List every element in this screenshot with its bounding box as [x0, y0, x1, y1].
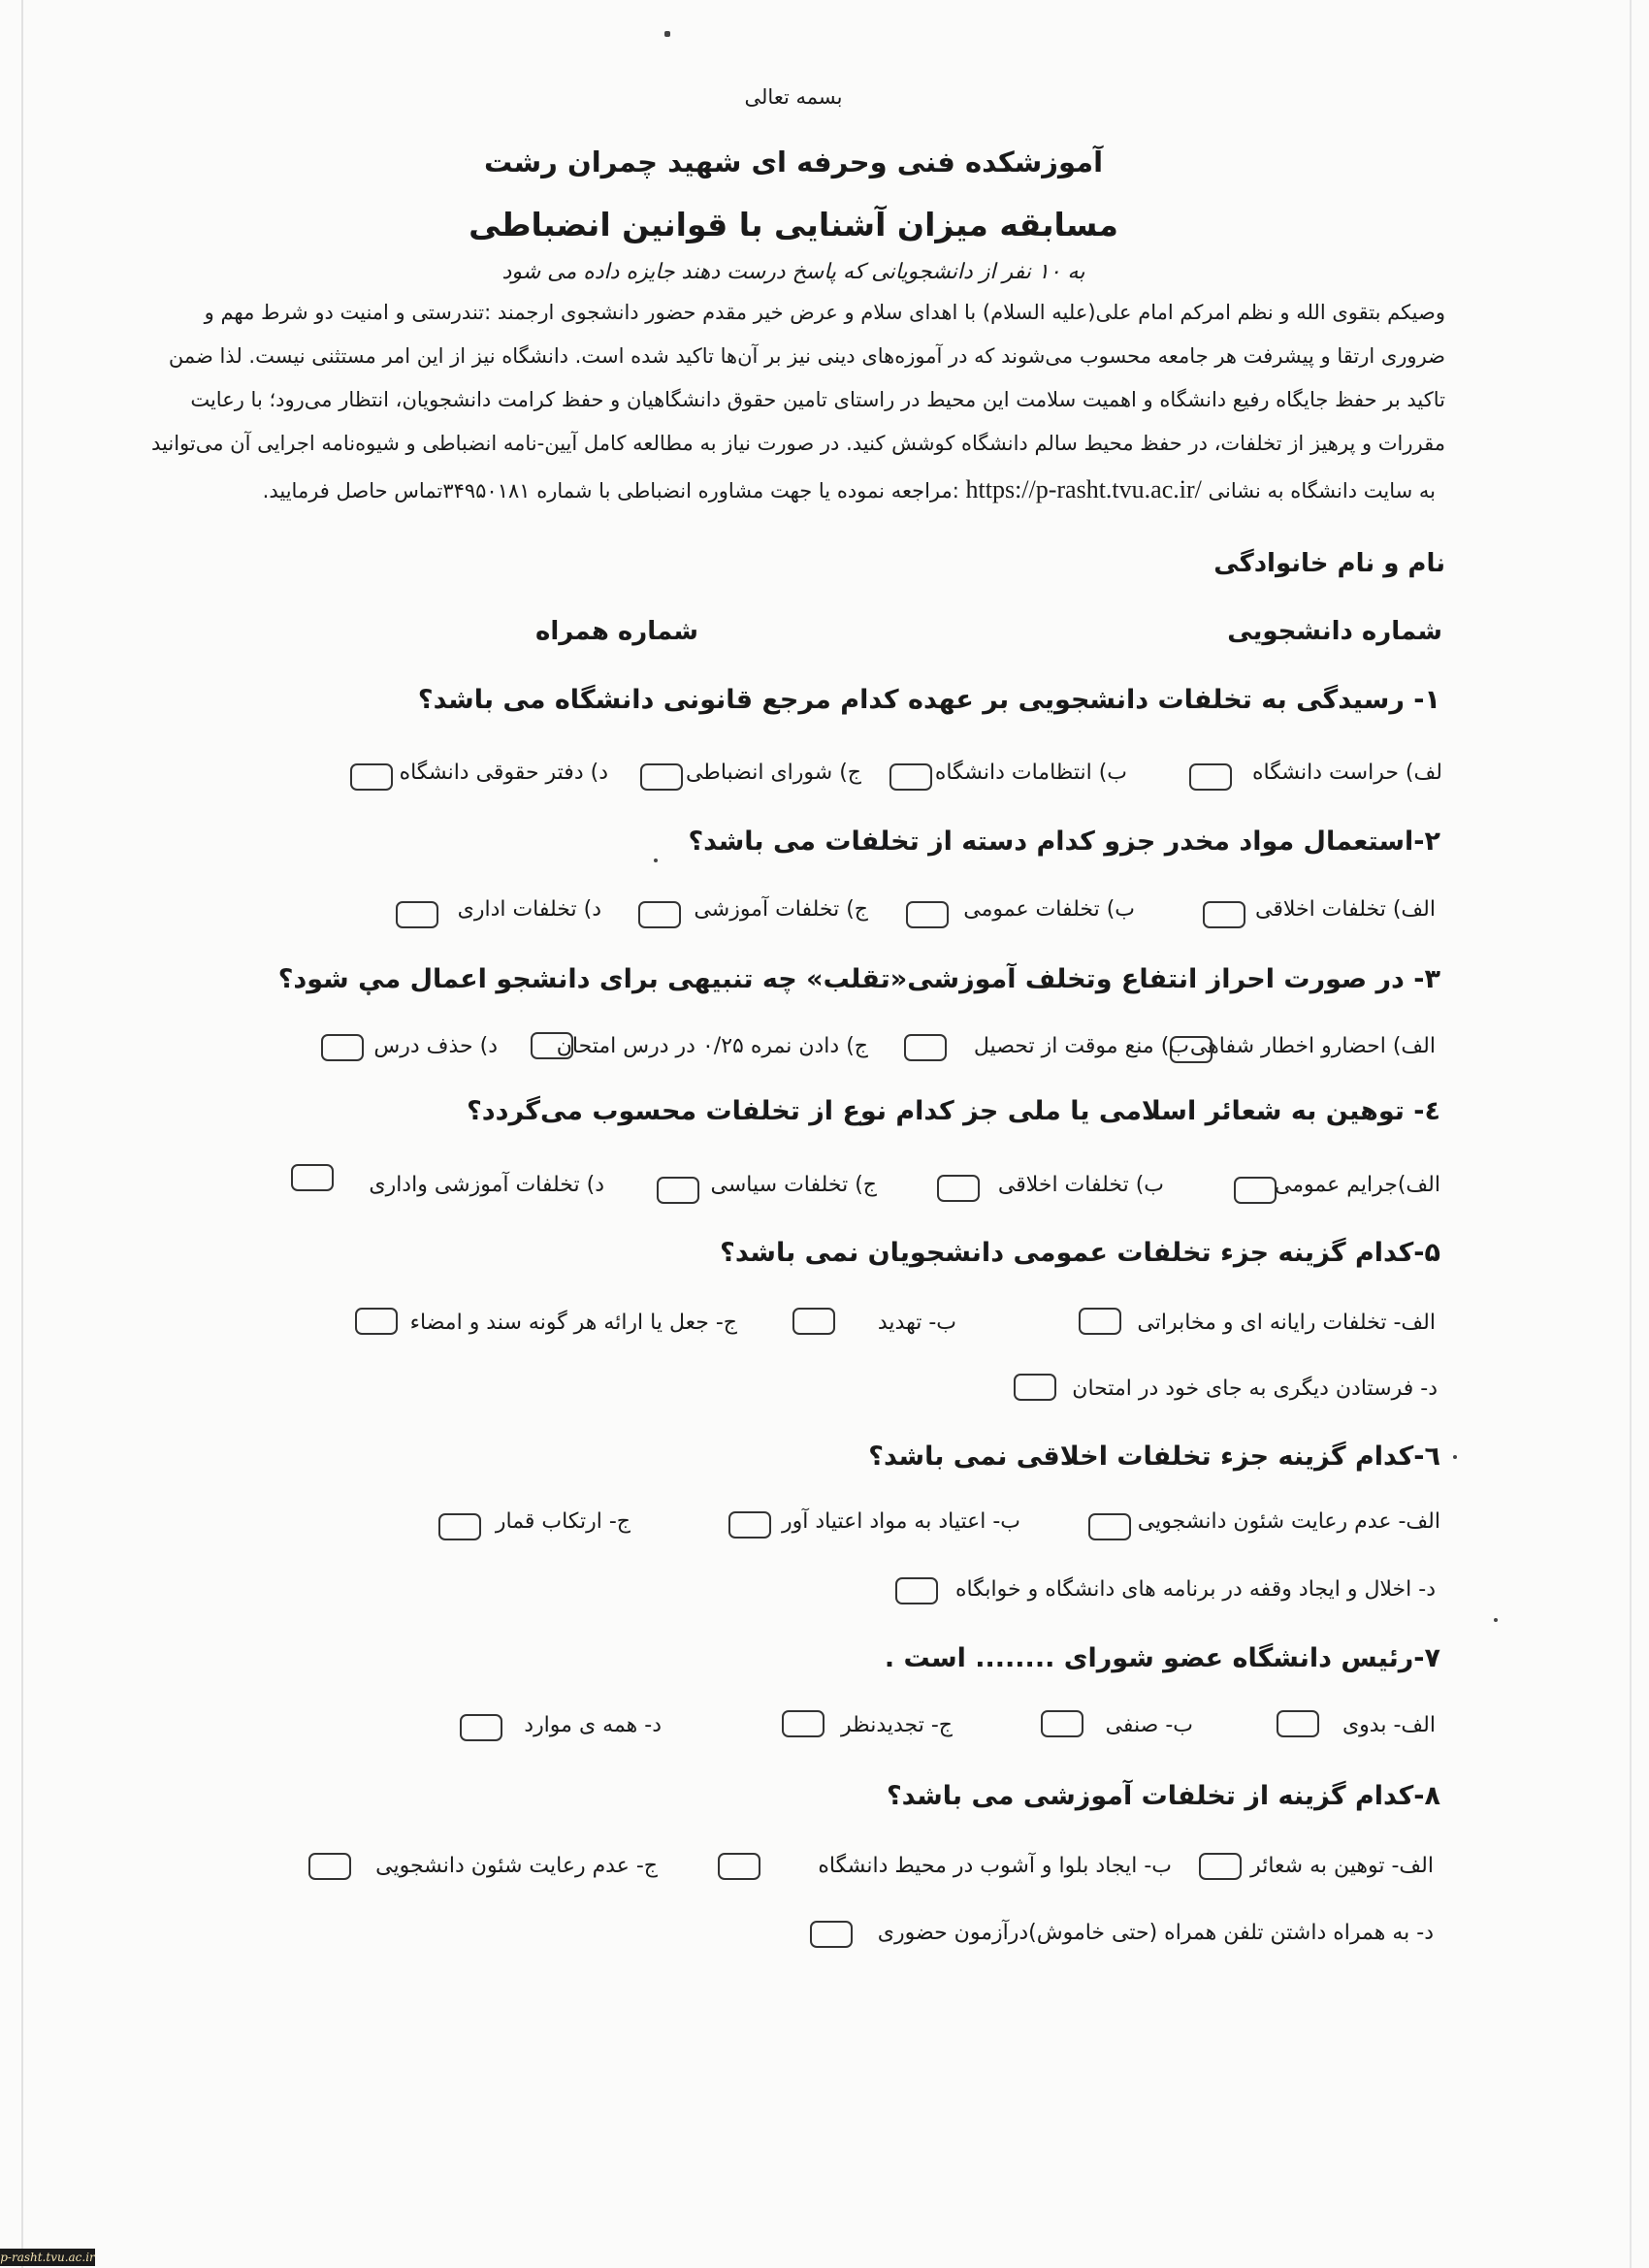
q4-option-c-checkbox[interactable] — [657, 1177, 699, 1204]
q5-option-a: الف- تخلفات رایانه ای و مخابراتی — [1137, 1311, 1436, 1335]
q3-option-a: الف) احضارو اخطار شفاهی — [1189, 1034, 1436, 1058]
q7-option-d: د- همه ی موارد — [524, 1713, 662, 1737]
q2-option-d: د) تخلفات اداری — [457, 897, 601, 922]
q8-option-a: الف- توهین به شعائر — [1250, 1854, 1434, 1878]
q3-option-d: د) حذف درس — [373, 1034, 498, 1058]
q1-option-b: ب) انتظامات دانشگاه — [934, 761, 1127, 785]
q7-option-a: الف- بدوی — [1342, 1713, 1436, 1737]
q1-option-a: لف) حراست دانشگاه — [1252, 761, 1442, 785]
q4-option-b: ب) تخلفات اخلاقی — [997, 1173, 1164, 1197]
prize-note: به ۱۰ نفر از دانشجویانی که پاسخ درست دهند جایزه داده می شود — [501, 260, 1085, 284]
q2-option-d-checkbox[interactable] — [396, 901, 438, 928]
question-3: ۳- در صورت احراز انتفاع وتخلف آموزشی«تقلب» چه تنبیهی برای دانشجو اعمال می شود؟ — [277, 964, 1440, 994]
q7-option-b: ب- صنفی — [1105, 1713, 1193, 1737]
q1-option-d-checkbox[interactable] — [350, 763, 393, 791]
q5-option-b: ب- تهدید — [877, 1311, 956, 1335]
q1-option-b-checkbox[interactable] — [889, 763, 932, 791]
intro-line-5 — [263, 475, 1436, 504]
q7-option-c: ج- تجدیدنظر — [841, 1713, 953, 1737]
scan-speck — [1453, 1455, 1457, 1459]
q6-option-b: ب- اعتیاد به مواد اعتیاد آور — [782, 1509, 1020, 1534]
student-number-label: شماره دانشجویی — [1227, 617, 1442, 646]
q3-option-b: ب) منع موقت از تحصیل — [973, 1034, 1189, 1058]
q4-option-d: د) تخلفات آموزشی واداری — [369, 1173, 604, 1197]
basmala: بسمه تعالی — [744, 85, 843, 109]
q4-option-d-checkbox[interactable] — [291, 1164, 334, 1191]
q2-option-c: ج) تخلفات آموزشی — [694, 897, 868, 922]
q7-option-c-checkbox[interactable] — [782, 1710, 824, 1737]
q5-option-a-checkbox[interactable] — [1079, 1308, 1121, 1335]
q2-option-b-checkbox[interactable] — [906, 901, 949, 928]
q2-option-b: ب) تخلفات عمومی — [963, 897, 1135, 922]
q3-option-c: ج) دادن نمره ۰/۲۵ در درس امتحان — [556, 1034, 868, 1058]
question-8: ۸-کدام گزینه از تخلفات آموزشی می باشد؟ — [886, 1781, 1440, 1811]
intro-line-5-after: :مراجعه نموده یا جهت مشاوره انضباطی با شماره ۳۴۹۵۰۱۸۱تماس حاصل فرمایید. — [262, 479, 959, 502]
q3-option-b-checkbox[interactable] — [904, 1034, 947, 1061]
mobile-number-label: شماره همراه — [534, 617, 698, 646]
q5-option-b-checkbox[interactable] — [792, 1308, 835, 1335]
q1-option-a-checkbox[interactable] — [1189, 763, 1232, 791]
q5-option-d-checkbox[interactable] — [1014, 1374, 1056, 1401]
q7-option-d-checkbox[interactable] — [460, 1714, 502, 1741]
question-6: ٦-کدام گزینه جزء تخلفات اخلاقی نمی باشد؟ — [868, 1442, 1440, 1472]
q8-option-b: ب- ایجاد بلوا و آشوب در محیط دانشگاه — [818, 1854, 1172, 1878]
q8-option-b-checkbox[interactable] — [718, 1853, 760, 1880]
q8-option-a-checkbox[interactable] — [1199, 1853, 1242, 1880]
intro-line-4: مقررات و پرهیز از تخلفات، در حفظ محیط سالم دانشگاه کوشش کنید. در صورت نیاز به مطالعه کامل آیین-نامه انضباطی و شیوه‌نامه اجرایی آن می‌توانید — [151, 432, 1445, 455]
q8-option-c: ج- عدم رعایت شئون دانشجویی — [375, 1854, 658, 1878]
q5-option-c: ج- جعل یا ارائه هر گونه سند و امضاء — [409, 1311, 737, 1335]
q4-option-b-checkbox[interactable] — [937, 1175, 980, 1202]
intro-line-2: ضروری ارتقا و پیشرفت هر جامعه محسوب می‌شوند که در آموزه‌های دینی نیز بر آن‌ها تاکید شده است. دانشگاه نیز از این امر مستثنی نیست. لذا ضمن — [168, 344, 1445, 368]
question-7: ۷-رئیس دانشگاه عضو شورای ........ است . — [884, 1643, 1440, 1673]
q6-option-a: الف- عدم رعایت شئون دانشجویی — [1137, 1509, 1440, 1534]
scan-edge-left — [21, 0, 23, 2268]
q8-option-d: د- به همراه داشتن تلفن همراه (حتی خاموش)درآزمون حضوری — [877, 1921, 1434, 1945]
contest-title: مسابقه میزان آشنایی با قوانین انضباطی — [469, 206, 1118, 243]
q3-option-c-checkbox[interactable] — [531, 1032, 573, 1059]
q4-option-c: ج) تخلفات سیاسی — [710, 1173, 877, 1197]
q2-option-c-checkbox[interactable] — [638, 901, 681, 928]
q6-option-d-checkbox[interactable] — [895, 1577, 938, 1604]
question-1: ۱- رسیدگی به تخلفات دانشجویی بر عهده کدام مرجع قانونی دانشگاه می باشد؟ — [417, 685, 1440, 715]
q1-option-c-checkbox[interactable] — [640, 763, 683, 791]
scan-speck — [664, 31, 670, 37]
q8-option-c-checkbox[interactable] — [308, 1853, 351, 1880]
q5-option-c-checkbox[interactable] — [355, 1308, 398, 1335]
question-2: ۲-استعمال مواد مخدر جزو کدام دسته از تخلفات می باشد؟ — [688, 826, 1440, 857]
school-name: آموزشکده فنی وحرفه ای شهید چمران رشت — [483, 146, 1104, 178]
name-field-label: نام و نام خانوادگی — [1213, 549, 1445, 578]
intro-line-5-before: به سایت دانشگاه به نشانی — [1208, 479, 1436, 502]
q6-option-b-checkbox[interactable] — [728, 1511, 771, 1539]
website-link[interactable]: https://p-rasht.tvu.ac.ir/ — [965, 475, 1202, 503]
q7-option-b-checkbox[interactable] — [1041, 1710, 1083, 1737]
intro-line-1: وصیکم بتقوی الله و نظم امرکم امام علی(علیه السلام) با اهدای سلام و عرض خیر مقدم حضور دانشجوی ارجمند :تندرستی و امنیت دو شرط مهم و — [204, 301, 1445, 324]
q2-option-a-checkbox[interactable] — [1203, 901, 1245, 928]
q4-option-a: الف)جرایم عمومی — [1274, 1173, 1440, 1197]
scan-edge-right — [1630, 0, 1632, 2268]
scan-speck — [654, 859, 658, 862]
q7-option-a-checkbox[interactable] — [1277, 1710, 1319, 1737]
q8-option-d-checkbox[interactable] — [810, 1921, 853, 1948]
q6-option-c-checkbox[interactable] — [438, 1513, 481, 1540]
intro-line-3: تاکید بر حفظ جایگاه رفیع دانشگاه و اهمیت سلامت این محیط در راستای تامین حقوق دانشگاهیان و حفظ کرامت دانشجویان، انتظار می‌رود؛ با رعایت — [190, 388, 1445, 411]
q2-option-a: الف) تخلفات اخلاقی — [1254, 897, 1436, 922]
q5-option-d: د- فرستادن دیگری به جای خود در امتحان — [1072, 1377, 1438, 1401]
q6-option-a-checkbox[interactable] — [1088, 1513, 1131, 1540]
q6-option-d: د- اخلال و ایجاد وقفه در برنامه های دانشگاه و خوابگاه — [955, 1577, 1436, 1602]
q3-option-d-checkbox[interactable] — [321, 1034, 364, 1061]
q4-option-a-checkbox[interactable] — [1234, 1177, 1277, 1204]
site-stamp: p-rasht.tvu.ac.ir — [0, 2251, 95, 2264]
scan-speck — [1494, 1618, 1498, 1622]
q1-option-c: ج) شورای انضباطی — [685, 761, 861, 785]
question-4: ٤- توهین به شعائر اسلامی یا ملی جز کدام نوع از تخلفات محسوب می‌گردد؟ — [467, 1096, 1440, 1126]
question-5: ۵-کدام گزینه جزء تخلفات عمومی دانشجویان نمی باشد؟ — [720, 1238, 1440, 1268]
q1-option-d: د) دفتر حقوقی دانشگاه — [399, 761, 608, 785]
q6-option-c: ج- ارتکاب قمار — [495, 1509, 630, 1534]
